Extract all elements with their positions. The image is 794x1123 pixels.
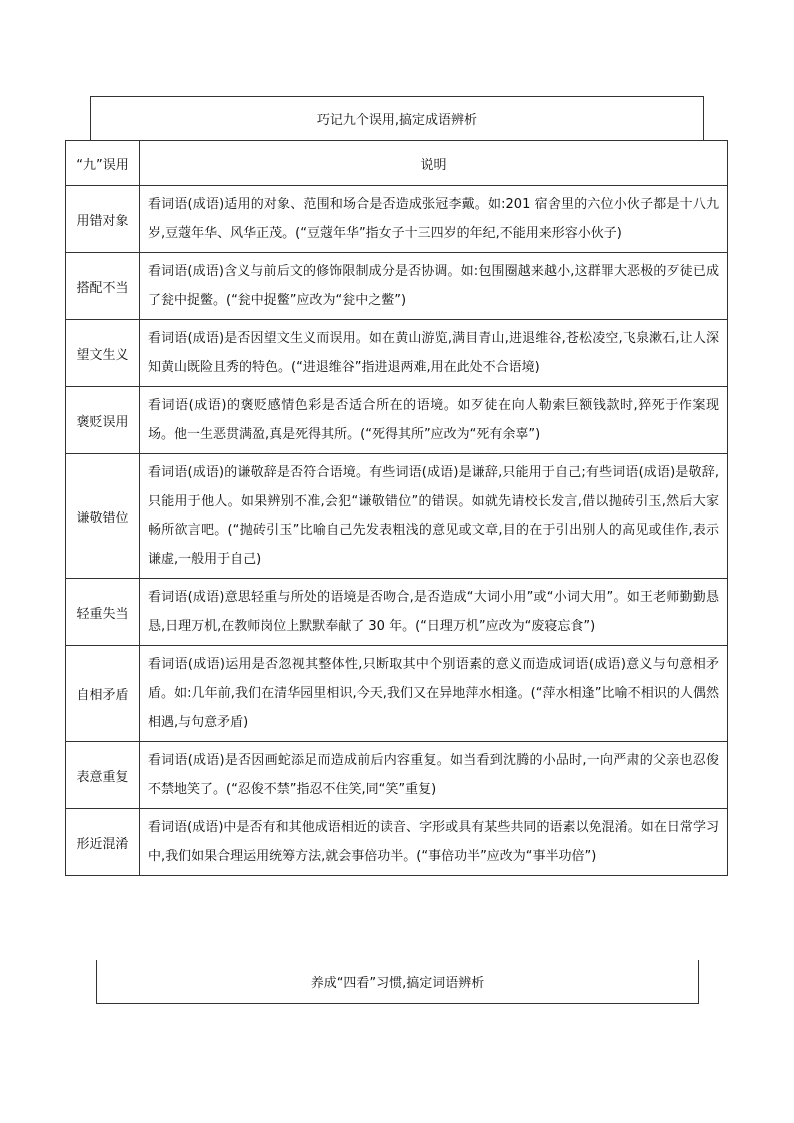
misuse-type: 用错对象 [66,186,140,253]
next-section-title-frame [96,960,699,1004]
misuse-description: 看词语(成语)适用的对象、范围和场合是否造成张冠李戴。如:201 宿舍里的六位小伙子都是十八九岁,豆蔻年华、风华正茂。(“豆蔻年华”指女子十三四岁的年纪,不能用来形容小伙子) [140,186,728,253]
misuse-type: 自相矛盾 [66,646,140,742]
header-type: “九”误用 [66,141,140,186]
table-row [66,253,728,320]
misuse-description: 看词语(成语)是否因望文生义而误用。如在黄山游览,满目青山,进退维谷,苍松凌空,飞泉漱石,让人深知黄山既险且秀的特色。(“进退维谷”指进退两难,用在此处不合语境) [140,320,728,387]
misuse-description: 看词语(成语)意思轻重与所处的语境是否吻合,是否造成“大词小用”或“小词大用”。如王老师勤勤恳恳,日理万机,在教师岗位上默默奉献了 30 年。(“日理万机”应改为“废寝忘食”) [140,579,728,646]
idiom-misuse-table [65,140,728,876]
next-section-title: 养成“四看”习惯,搞定词语辨析 [310,976,485,991]
table-row [66,579,728,646]
table-row [66,186,728,253]
misuse-type: 表意重复 [66,742,140,809]
table-row [66,320,728,387]
section-title: 巧记九个误用,搞定成语辨析 [316,113,478,128]
misuse-type: 轻重失当 [66,579,140,646]
table-row [66,742,728,809]
section-title-frame [90,96,704,140]
misuse-description: 看词语(成语)含义与前后文的修饰限制成分是否协调。如:包围圈越来越小,这群罪大恶极的歹徒已成了瓮中捉鳖。(“瓮中捉鳖”应改为“瓮中之鳖”) [140,253,728,320]
misuse-description: 看词语(成语)中是否有和其他成语相近的读音、字形或具有某些共同的语素以免混淆。如在日常学习中,我们如果合理运用统筹方法,就会事倍功半。(“事倍功半”应改为“事半功倍”) [140,809,728,876]
header-description: 说明 [140,141,728,186]
misuse-type: 谦敬错位 [66,454,140,579]
table-row [66,454,728,579]
table-row [66,387,728,454]
misuse-type: 褒贬误用 [66,387,140,454]
misuse-type: 形近混淆 [66,809,140,876]
table-row [66,646,728,742]
table-row [66,809,728,876]
misuse-type: 望文生义 [66,320,140,387]
table-header-row [66,141,728,186]
misuse-description: 看词语(成语)的褒贬感情色彩是否适合所在的语境。如歹徒在向人勒索巨额钱款时,猝死于作案现场。他一生恶贯满盈,真是死得其所。(“死得其所”应改为“死有余辜”) [140,387,728,454]
misuse-description: 看词语(成语)是否因画蛇添足而造成前后内容重复。如当看到沈腾的小品时,一向严肃的父亲也忍俊不禁地笑了。(“忍俊不禁”指忍不住笑,同“笑”重复) [140,742,728,809]
misuse-type: 搭配不当 [66,253,140,320]
misuse-description: 看词语(成语)的谦敬辞是否符合语境。有些词语(成语)是谦辞,只能用于自己;有些词语(成语)是敬辞,只能用于他人。如果辨别不准,会犯“谦敬错位”的错误。如就先请校长发言,借以抛砖引玉,然后大家畅所欲言吧。(“抛砖引玉”比喻自己先发表粗浅的意见或文章,目的在于引出别人的高见或佳作,表示谦虚,一般用于自己) [140,454,728,579]
misuse-description: 看词语(成语)运用是否忽视其整体性,只断取其中个别语素的意义而造成词语(成语)意义与句意相矛盾。如:几年前,我们在清华园里相识,今天,我们又在异地萍水相逢。(“萍水相逢”比喻不相识的人偶然相遇,与句意矛盾) [140,646,728,742]
